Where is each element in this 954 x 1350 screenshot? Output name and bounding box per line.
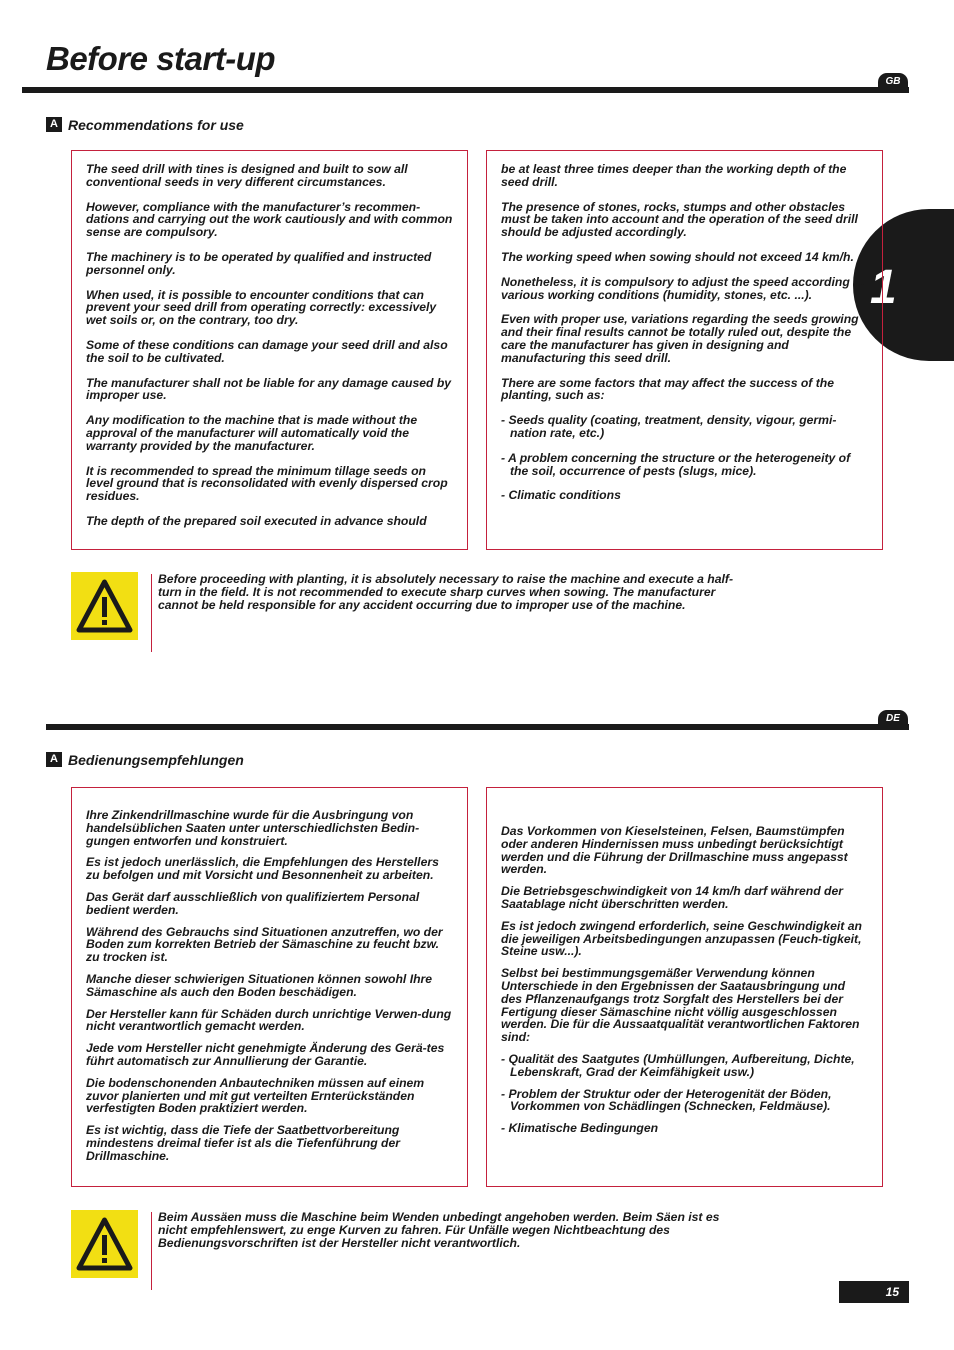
- bullet-item: - A problem concerning the structure or the heterogeneity of the soil, occurrence of pests (slugs, mice).: [501, 450, 851, 478]
- bullet-item: - Qualität des Saatgutes (Umhüllungen, Aufbereitung, Dichte, Lebenskraft, Grad der Keimfähigkeit usw.): [501, 1051, 855, 1079]
- bullet-item: - Seeds quality (coating, treatment, density, vigour, germi-nation rate, etc.): [501, 413, 837, 440]
- paragraph: Selbst bei bestimmungsgemäßer Verwendung können Unterschiede in den Ergebnissen der Saatausbringung und des Pflanzenaufgangs trotz Sorgfalt des Herstellers bei der Fertigung dieser Sämaschine nicht völlig ausgeschlossen werden. Die für die Aussaatqualität verantwortlichen Faktoren sind:: [501, 966, 860, 1045]
- paragraph: Die bodenschonenden Anbautechniken müssen auf einem zuvor planierten und mit gut verteilten Ernterückständen verfestigten Boden praktiziert werden.: [86, 1075, 425, 1116]
- paragraph: Es ist jedoch zwingend erforderlich, seine Geschwindigkeit an die jeweiligen Arbeitsbedingungen anzupassen (Feuch-tigkeit, Steine usw...).: [501, 918, 862, 959]
- warning-divider: [151, 574, 152, 652]
- paragraph: Es ist wichtig, dass die Tiefe der Saatbettvorbereitung mindestens dreimal tiefer ist als die Tiefenführung der Drillmaschine.: [86, 1123, 401, 1163]
- paragraph: The seed drill with tines is designed and built to sow all conventional seeds in very different circumstances.: [86, 162, 408, 189]
- section-letter: A: [46, 117, 62, 132]
- header-rule: [22, 87, 909, 93]
- bullet-item: - Klimatische Bedingungen: [501, 1121, 659, 1136]
- paragraph: However, compliance with the manufacturer’s recommen-dations and carrying out the work cautiously and with common sense are compulsory.: [86, 199, 453, 240]
- language-badge-gb: GB: [878, 73, 908, 91]
- page-number: 15: [839, 1281, 909, 1303]
- paragraph: There are some factors that may affect the success of the planting, such as:: [501, 375, 835, 403]
- paragraph: be at least three times deeper than the working depth of the seed drill.: [501, 162, 847, 189]
- paragraph: Manche dieser schwierigen Situationen können sowohl Ihre Sämaschine als auch den Boden beschädigen.: [86, 971, 433, 999]
- paragraph: Das Vorkommen von Kieselsteinen, Felsen, Baumstümpfen oder anderen Hindernissen muss unbedingt berücksichtigt werden und die Führung der Drillmaschine muss angepasst werden.: [501, 824, 848, 877]
- paragraph: Das Gerät darf ausschließlich von qualifiziertem Personal bedient werden.: [86, 889, 420, 917]
- gb-left-text-box: [71, 150, 468, 550]
- paragraph: Even with proper use, variations regarding the seeds growing and their final results cannot be totally ruled out, despite the care the manufacturer has given in designing and manufacturing this seed drill.: [501, 312, 859, 365]
- section-letter: A: [46, 752, 62, 767]
- gb-right-text-box: [486, 150, 883, 550]
- section-title: Bedienungsempfehlungen: [68, 751, 244, 768]
- warning-divider: [151, 1212, 152, 1290]
- paragraph: The machinery is to be operated by qualified and instructed personnel only.: [86, 249, 432, 277]
- page-title: Before start-up: [46, 40, 276, 77]
- paragraph: The presence of stones, rocks, stumps and other obstacles must be taken into account and the operation of the seed drill should be adjusted accordingly.: [501, 199, 858, 240]
- paragraph: Die Betriebsgeschwindigkeit von 14 km/h darf während der Saatablage nicht überschritten werden.: [501, 884, 844, 911]
- paragraph: It is recommended to spread the minimum tillage seeds on level ground that is reconsolidated with evenly dispersed crop residues.: [86, 463, 448, 504]
- warning-text-de: Beim Aussäen muss die Maschine beim Wenden unbedingt angehoben werden. Beim Säen ist es nicht empfehlenswert, zu enge Kurven zu fahren. Für Unfälle wegen Nichtbeachtung des Bedienungsvorschriften ist der Hersteller nicht verantwortlich.: [158, 1210, 720, 1250]
- paragraph: Während des Gebrauchs sind Situationen anzutreffen, wo der Boden zum korrekten Betrieb der Sämaschine zu feucht bzw. zu trocken ist.: [86, 924, 443, 965]
- warning-text-gb: Before proceeding with planting, it is absolutely necessary to raise the machine and execute a half-turn in the field. It is not recommended to execute sharp curves when sowing. The manufacturer cannot be held responsible for any accident occurring due to improper use of the machine.: [158, 572, 734, 612]
- warning-triangle-icon: [71, 572, 138, 640]
- paragraph: When used, it is possible to encounter conditions that can prevent your seed drill from operating correctly: excessively wet soils or, on the contrary, too dry.: [86, 287, 437, 328]
- paragraph: Nonetheless, it is compulsory to adjust the speed according to various working conditions (humidity, stones, etc. ...).: [501, 274, 865, 302]
- section-header-de: [46, 751, 244, 767]
- section-title: Recommendations for use: [68, 116, 244, 133]
- warning-triangle-icon: [71, 1210, 138, 1278]
- paragraph: Es ist jedoch unerlässlich, die Empfehlungen des Herstellers zu befolgen und mit Vorsicht und Besonnenheit zu arbeiten.: [86, 855, 439, 883]
- section-rule-de: [46, 724, 909, 730]
- language-badge-de: DE: [878, 710, 908, 728]
- chapter-number: 1: [870, 261, 897, 314]
- paragraph: The depth of the prepared soil executed in advance should: [86, 513, 427, 528]
- paragraph: Der Hersteller kann für Schäden durch unrichtige Verwen-dung nicht verantwortlich gemacht werden.: [86, 1006, 452, 1034]
- paragraph: Jede vom Hersteller nicht genehmigte Änderung des Gerä-tes führt automatisch zur Annullierung der Garantie.: [86, 1041, 445, 1068]
- paragraph: Some of these conditions can damage your seed drill and also the soil to be cultivated.: [86, 337, 448, 365]
- section-header-gb: [46, 116, 244, 132]
- paragraph: Any modification to the machine that is made without the approval of the manufacturer will automatically void the warranty provided by the manufacturer.: [86, 413, 418, 453]
- de-left-text-box: [71, 787, 468, 1187]
- de-right-text-box: [486, 787, 883, 1187]
- paragraph: The working speed when sowing should not exceed 14 km/h.: [501, 249, 854, 264]
- bullet-item: - Climatic conditions: [501, 488, 621, 503]
- bullet-item: - Problem der Struktur oder der Heterogenität der Böden, Vorkommen von Schädlingen (Schnecken, Feldmäuse).: [501, 1086, 832, 1114]
- paragraph: Ihre Zinkendrillmaschine wurde für die Ausbringung von handelsüblichen Saaten unter unterschiedlichsten Bedin-gungen entworfen und konstruiert.: [86, 808, 420, 848]
- paragraph: The manufacturer shall not be liable for any damage caused by improper use.: [86, 375, 452, 403]
